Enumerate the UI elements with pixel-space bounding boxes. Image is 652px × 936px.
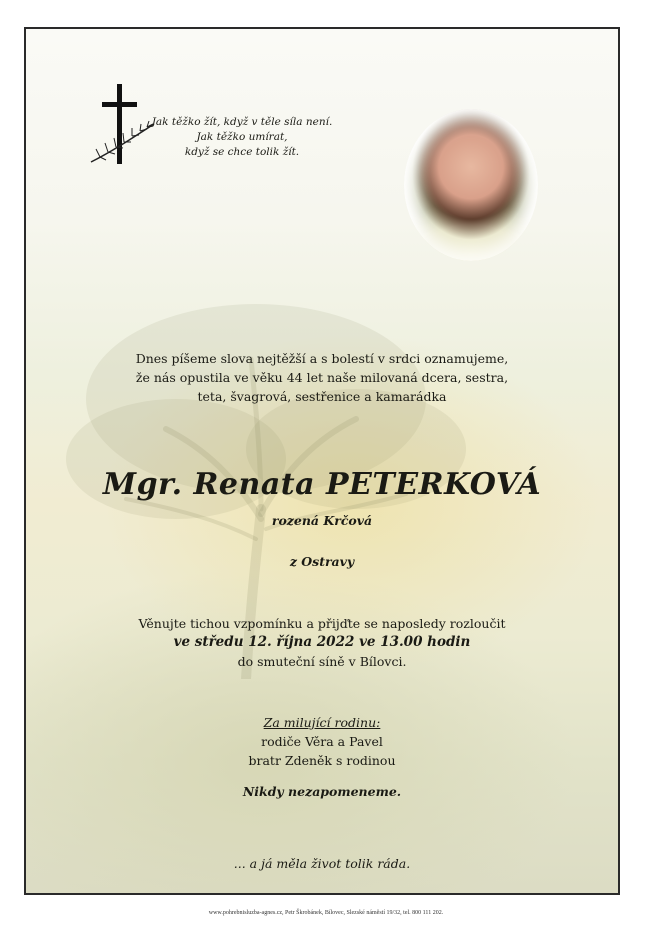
motto-line: Jak těžko umírat, xyxy=(196,131,288,143)
intro-line: Dnes píšeme slova nejtěžší a s bolestí v srdci oznamujeme, xyxy=(135,351,509,366)
funeral-date-time: ve středu 12. října 2022 ve 13.00 hodin xyxy=(173,634,471,650)
closing-quote: ... a já měla život tolik ráda. xyxy=(233,856,411,871)
portrait-photo xyxy=(404,109,538,261)
family-member: bratr Zdeněk s rodinou xyxy=(248,753,396,768)
motto-line: když se chce tolik žít. xyxy=(184,146,300,158)
hometown: z Ostravy xyxy=(289,554,355,569)
motto-poem xyxy=(132,115,352,160)
funeral-invitation xyxy=(26,614,618,671)
never-forget: Nikdy nezapomeneme. xyxy=(242,784,402,799)
family-heading: Za milující rodinu: xyxy=(263,715,381,730)
invite-line: Věnujte tichou vzpomínku a přijďte se naposledy rozloučit xyxy=(138,616,506,631)
family-signature xyxy=(26,713,618,770)
maiden-name: rozená Krčová xyxy=(271,513,373,528)
funeral-service-footer: www.pohrebnisluzba-agnes.cz, Petr Škrobánek, Bílovec, Slezské náměstí 19/32, tel. 800 111 202. xyxy=(208,910,444,916)
family-member: rodiče Věra a Pavel xyxy=(261,734,383,749)
intro-line: teta, švagrová, sestřenice a kamarádka xyxy=(197,389,447,404)
funeral-place: do smuteční síně v Bílovci. xyxy=(237,654,407,669)
motto-line: Jak těžko žít, když v těle síla není. xyxy=(151,116,333,128)
announcement-intro xyxy=(26,349,618,406)
deceased-name: Mgr. Renata PETERKOVÁ xyxy=(102,467,542,502)
intro-line: že nás opustila ve věku 44 let naše milovaná dcera, sestra, xyxy=(135,370,509,385)
parte-frame xyxy=(24,27,620,895)
